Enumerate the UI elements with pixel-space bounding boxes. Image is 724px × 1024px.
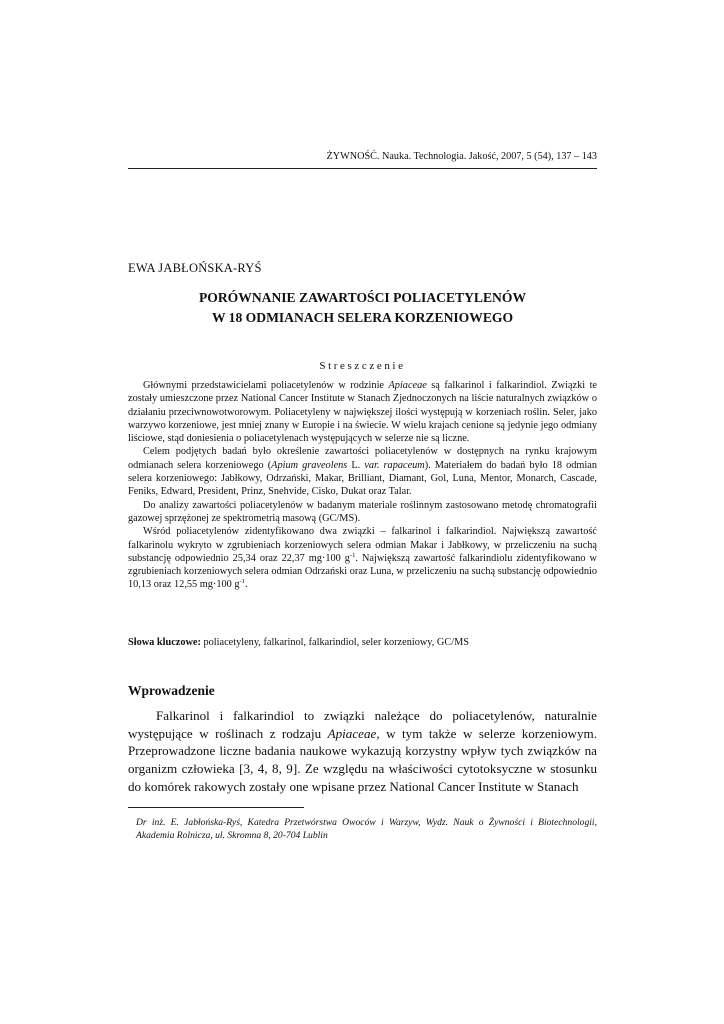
keywords <box>128 637 597 648</box>
article-title <box>128 288 597 328</box>
footnote-divider <box>128 807 304 808</box>
body-italic-term: Apiaceae <box>327 725 377 741</box>
footnote: Dr inż. E. Jabłońska-Ryś, Katedra Przetwórstwa Owoców i Warzyw, Wydz. Nauk o Żywności i Biotechnologii, Akademia Rolnicza, ul. Skromna 8, 20-704 Lublin <box>136 817 597 841</box>
abstract-paragraph: Do analizy zawartości poliacetylenów w badanym materiale roślinnym zastosowano metodę chromatografii gazowej sprzężonej ze spektrometrią masową (GC/MS). <box>128 499 597 524</box>
abstract-text: . <box>244 579 248 591</box>
keywords-list: poliacetyleny, falkarinol, falkarindiol, seler korzeniowy, GC/MS <box>200 637 469 648</box>
abstract-text: L. <box>347 459 365 471</box>
title-line-2: W 18 ODMIANACH SELERA KORZENIOWEGO <box>211 310 514 325</box>
superscript: -1 <box>349 551 356 559</box>
abstract-italic-term: var. rapaceum <box>364 459 425 471</box>
author-name: EWA JABŁOŃSKA-RYŚ <box>128 261 262 275</box>
section-heading: Wprowadzenie <box>128 683 215 698</box>
body-text-span: , w tym także w selerze korzeniowym. Przeprowadzone liczne badania naukowe wykazują korzystny wpływ tych związków na organizm człowieka [3, 4, 8, 9]. Ze względu na właściwości cytotoksyczne w stosunku do komórek rakowych zostały one wpisane przez National Cancer Institute w Stanach <box>128 725 597 794</box>
superscript: -1 <box>239 578 245 586</box>
body-text <box>128 707 597 796</box>
title-line-1: PORÓWNANIE ZAWARTOŚCI POLIACETYLENÓW <box>198 290 527 305</box>
abstract-text: Wśród poliacetylenów zidentyfikowano dwa związki – falkarinol i falkarindiol. Największą zawartość falkarinolu wykryto w zgrubieniach korzeniowych selera odmian Makar i Jabłkowy, w przeliczeniu na suchą substancję odpowiednio 25,34 oraz 22,37 mg·100 g <box>128 526 597 564</box>
body-paragraph <box>128 707 597 796</box>
running-header: ŻYWNOŚĆ. Nauka. Technologia. Jakość, 2007, 5 (54), 137 – 143 <box>128 151 597 169</box>
abstract-text: . Największą zawartość falkarindiolu zidentyfikowano w zgrubieniach korzeniowych selera odmian Odrzański oraz Luna, w przeliczeniu na suchą substancję odpowiednio 10,13 oraz 12,55 mg·100 g <box>128 552 597 591</box>
abstract-text: Głównymi przedstawicielami poliacetylenów w rodzinie <box>143 380 389 391</box>
abstract-paragraph <box>128 525 597 591</box>
abstract-text: są falkarinol i falkarindiol. Związki te zostały umieszczone przez National Cancer Institute w Stanach Zjednoczonych na liście naturalnych związków o działaniu przeciwnowotworowym. Poliacetyleny w największej ilości występują w korzeniach roślin. Seler, jako warzywo korzeniowe, jest mniej znany w Europie i na świecie. W wielu krajach cenione są jedynie jego odmiany liściowe, stąd doniesienia o poliacetylenach występujących w selerze nie są liczne. <box>128 380 598 445</box>
abstract-italic-term: Apium graveolens <box>271 459 348 471</box>
abstract-italic-term: Apiaceae <box>388 380 427 391</box>
abstract-paragraph <box>128 445 597 498</box>
abstract-heading: Streszczenie <box>319 360 406 372</box>
abstract <box>128 379 597 592</box>
abstract-text: ). Materiałem do badań było 18 odmian selera korzeniowego: Jabłkowy, Odrzański, Makar, Brilliant, Diamant, Gol, Luna, Mentor, Monarch, Cascade, Feniks, Edward, President, Prinz, Snehvide, Cisko, Dukat oraz Talar. <box>128 459 597 498</box>
body-text-span: Falkarinol i falkarindiol to związki należące do poliacetylenów, naturalnie występujące w roślinach z rodzaju <box>128 708 597 741</box>
keywords-label: Słowa kluczowe: <box>128 637 201 648</box>
abstract-text: Celem podjętych badań było określenie zawartości poliacetylenów w dostępnych na rynku krajowym odmianach selera korzeniowego ( <box>128 446 597 471</box>
abstract-paragraph <box>128 379 597 445</box>
